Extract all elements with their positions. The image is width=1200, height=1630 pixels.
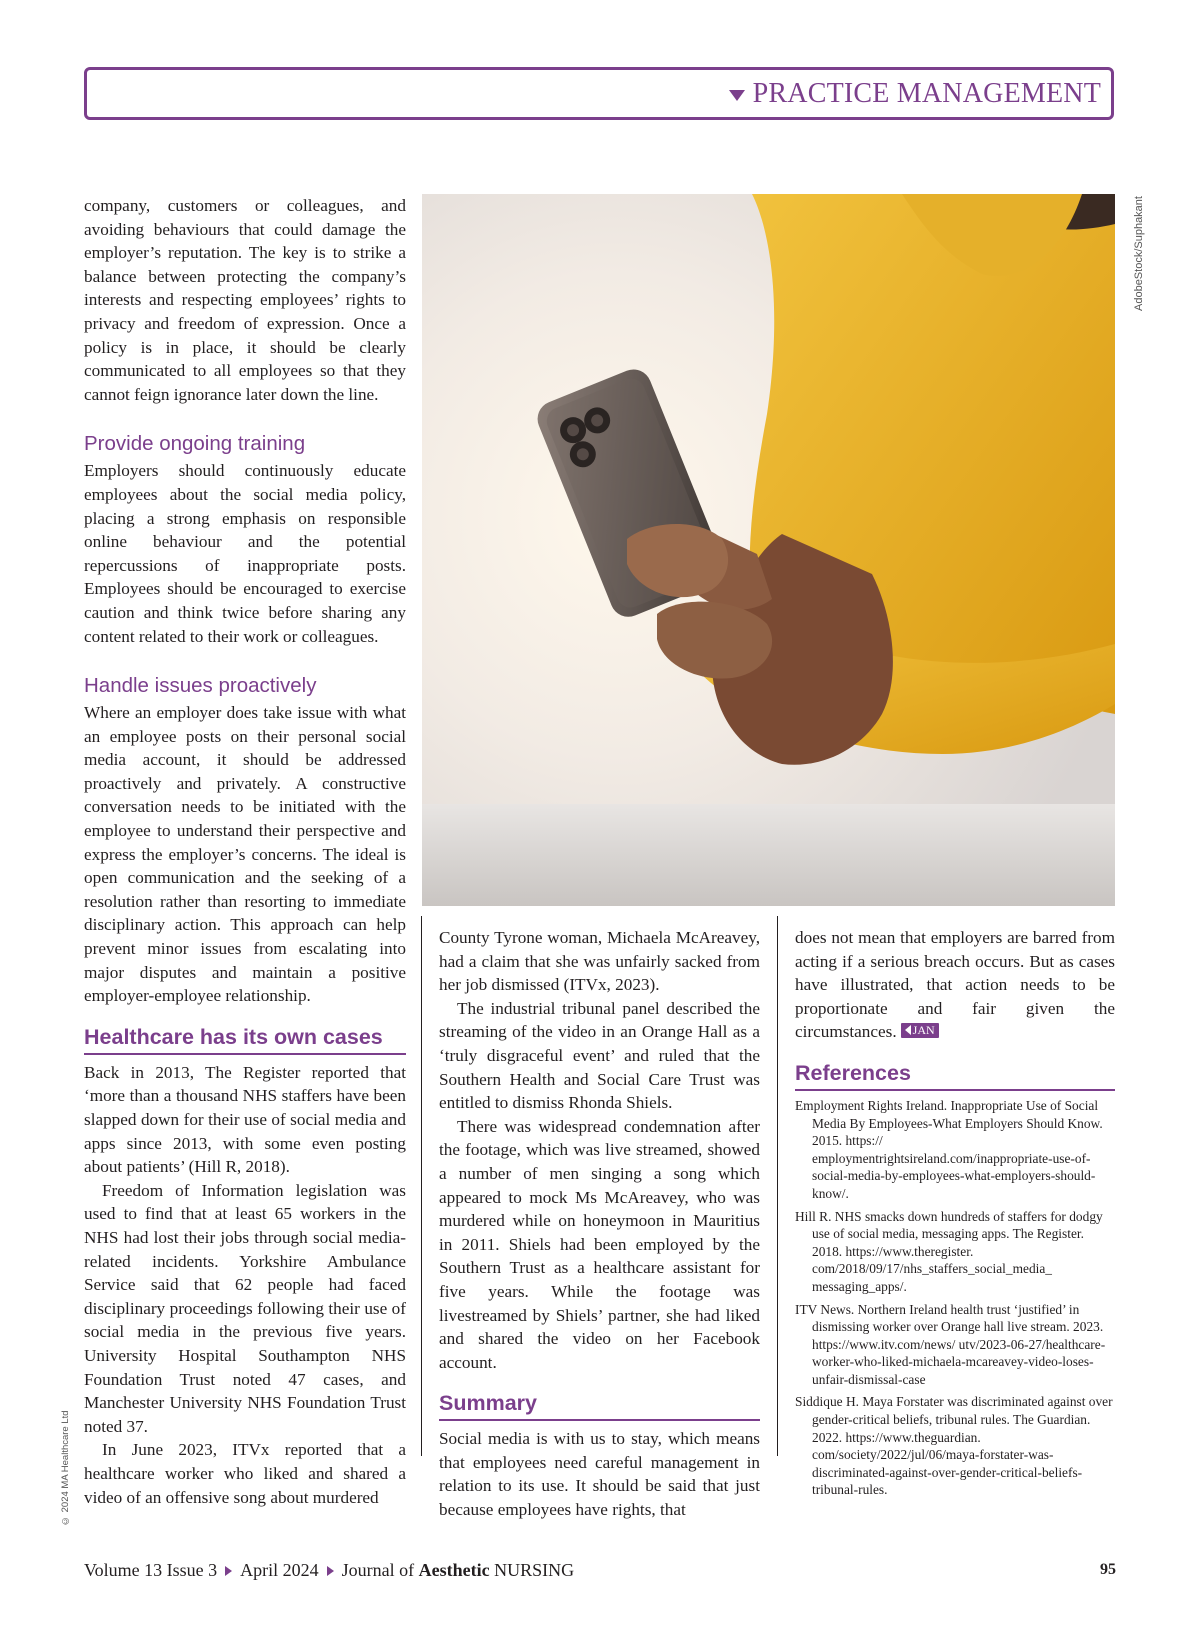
- triangle-down-icon: [729, 90, 745, 101]
- page-number: 95: [1100, 1561, 1116, 1578]
- issues-paragraph: Where an employer does take issue with what an employee posts on their personal social media account, it should be addressed proactively and privately. A constructive conversation needs to be initiated with the employee to understand their perspective and express the employer’s concerns. The ideal is open communication and the seeking of a resolution rather than resorting to immediate disciplinary action. This approach can help prevent minor issues from escalating into major disputes and maintain a positive employer-employee relationship.: [84, 703, 406, 1006]
- triangle-right-icon: [225, 1566, 232, 1576]
- col3-paragraph-text: does not mean that employers are barred from acting if a serious breach occurs. But as cases have illustrated, that action needs to be proportionate and fair given the circumstances.: [795, 928, 1115, 1042]
- page-footer: [84, 1560, 574, 1581]
- article-photo: [422, 194, 1115, 906]
- column-2: [439, 926, 760, 1522]
- intro-paragraph: company, customers or colleagues, and avoiding behaviours that could damage the employer’s reputation. The key is to strike a balance between protecting the company’s interests and respecting employees’ rights to privacy and freedom of expression. Once a policy is in place, it should be clearly communicated to all employees so that they cannot feign ignorance later down the line.: [84, 196, 406, 404]
- footer-journal: [342, 1560, 574, 1581]
- col3-paragraph-1: [795, 926, 1115, 1044]
- end-mark-text: JAN: [912, 1022, 935, 1037]
- column-3: [795, 926, 1115, 1504]
- journal-prefix: Journal of: [341, 1560, 415, 1580]
- section-label-text: PRACTICE MANAGEMENT: [752, 78, 1101, 109]
- section-label: [729, 78, 1101, 110]
- training-paragraph: Employers should continuously educate employees about the social media policy, placing a strong emphasis on responsible online behaviour and the potential repercussions of inappropriate posts. Employees should be encouraged to exercise caution and think twice before sharing any content related to their work or colleagues.: [84, 461, 406, 646]
- journal-suffix: NURSING: [494, 1560, 575, 1580]
- heading-summary: Summary: [439, 1390, 760, 1421]
- col2-paragraph-3: There was widespread condemnation after the footage, which was live streamed, showed a number of men singing a song which appeared to mock Ms McAreavey, who was murdered while on honeymoon in Mauritius in 2011. Shiels had been employed by the Southern Trust as a healthcare assistant for five years. While the footage was livestreamed by Shiels’ partner, she had liked and shared the video on her Facebook account.: [439, 1116, 760, 1372]
- heading-healthcare-cases: Healthcare has its own cases: [84, 1024, 406, 1055]
- triangle-right-icon: [327, 1566, 334, 1576]
- heading-references: References: [795, 1060, 1115, 1091]
- journal-strong: Aesthetic: [418, 1560, 490, 1580]
- section-header-box: [84, 67, 1114, 120]
- column-divider-1: [421, 916, 422, 1456]
- cases-paragraph-1: Back in 2013, The Register reported that ‘more than a thousand NHS staffers have been slapped down for their use of social media and apps since 2013, with some even posting about patients’ (Hill R, 2018).: [84, 1062, 406, 1177]
- reference-item: Hill R. NHS smacks down hundreds of staffers for dodgy use of social media, messaging apps. The Register. 2018. https://www.theregister. com/2018/09/17/nhs_staffers_social_media_ messaging_apps/.: [795, 1208, 1103, 1294]
- cases-paragraph-3: In June 2023, ITVx reported that a healthcare worker who liked and shared a video of an offensive song about murdered: [84, 1440, 406, 1507]
- column-1: [84, 194, 406, 1509]
- reference-item: Siddique H. Maya Forstater was discriminated against over gender-critical beliefs, tribunal rules. The Guardian. 2022. https://www.theguardian. com/society/2022/jul/06/maya-forstater-was-discriminated-against-over-gender-critical-beliefs-tribunal-rules.: [795, 1394, 1113, 1498]
- footer-volume: Volume 13 Issue 3: [84, 1560, 218, 1580]
- column-divider-2: [777, 916, 778, 1456]
- reference-item: Employment Rights Ireland. Inappropriate Use of Social Media By Employees-What Employers Should Know. 2015. https:// employmentrightsireland.com/inappropriate-use-of-social-media-by-employees-what-employers-should-know/.: [795, 1097, 1103, 1201]
- end-mark: [901, 1023, 939, 1038]
- footer-date: April 2024: [240, 1560, 319, 1580]
- triangle-left-icon: [905, 1025, 911, 1035]
- col2-paragraph-1: County Tyrone woman, Michaela McAreavey, had a claim that she was unfairly sacked from her job dismissed (ITVx, 2023).: [439, 928, 760, 995]
- col2-paragraph-2: The industrial tribunal panel described the streaming of the video in an Orange Hall as a ‘truly disgraceful event’ and ruled that the Southern Health and Social Care Trust was entitled to dismiss Rhonda Shiels.: [439, 998, 760, 1113]
- references-list: [795, 1097, 1115, 1499]
- cases-paragraph-2: Freedom of Information legislation was used to find that at least 65 workers in the NHS had lost their jobs through social media-related incidents. Yorkshire Ambulance Service said that 62 people had faced disciplinary proceedings following their use of social media in the previous five years. University Hospital Southampton NHS Foundation Trust noted 47 cases, and Manchester University NHS Foundation Trust noted 37.: [84, 1180, 406, 1436]
- summary-paragraph: Social media is with us to stay, which means that employees need careful management in relation to its use. It should be said that just because employees have rights, that: [439, 1429, 760, 1520]
- subheading-issues: Handle issues proactively: [84, 674, 317, 698]
- photo-credit: AdobeStock/Suphakant: [1133, 196, 1145, 311]
- subheading-training: Provide ongoing training: [84, 432, 306, 456]
- reference-item: ITV News. Northern Ireland health trust ‘justified’ in dismissing worker over Orange hall live stream. 2023. https://www.itv.com/news/ utv/2023-06-27/healthcare-worker-who-liked-michaela-mcareavey-video-loses-unfair-dismissal-case: [795, 1301, 1106, 1387]
- copyright-notice: © 2024 MA Healthcare Ltd: [60, 1410, 71, 1526]
